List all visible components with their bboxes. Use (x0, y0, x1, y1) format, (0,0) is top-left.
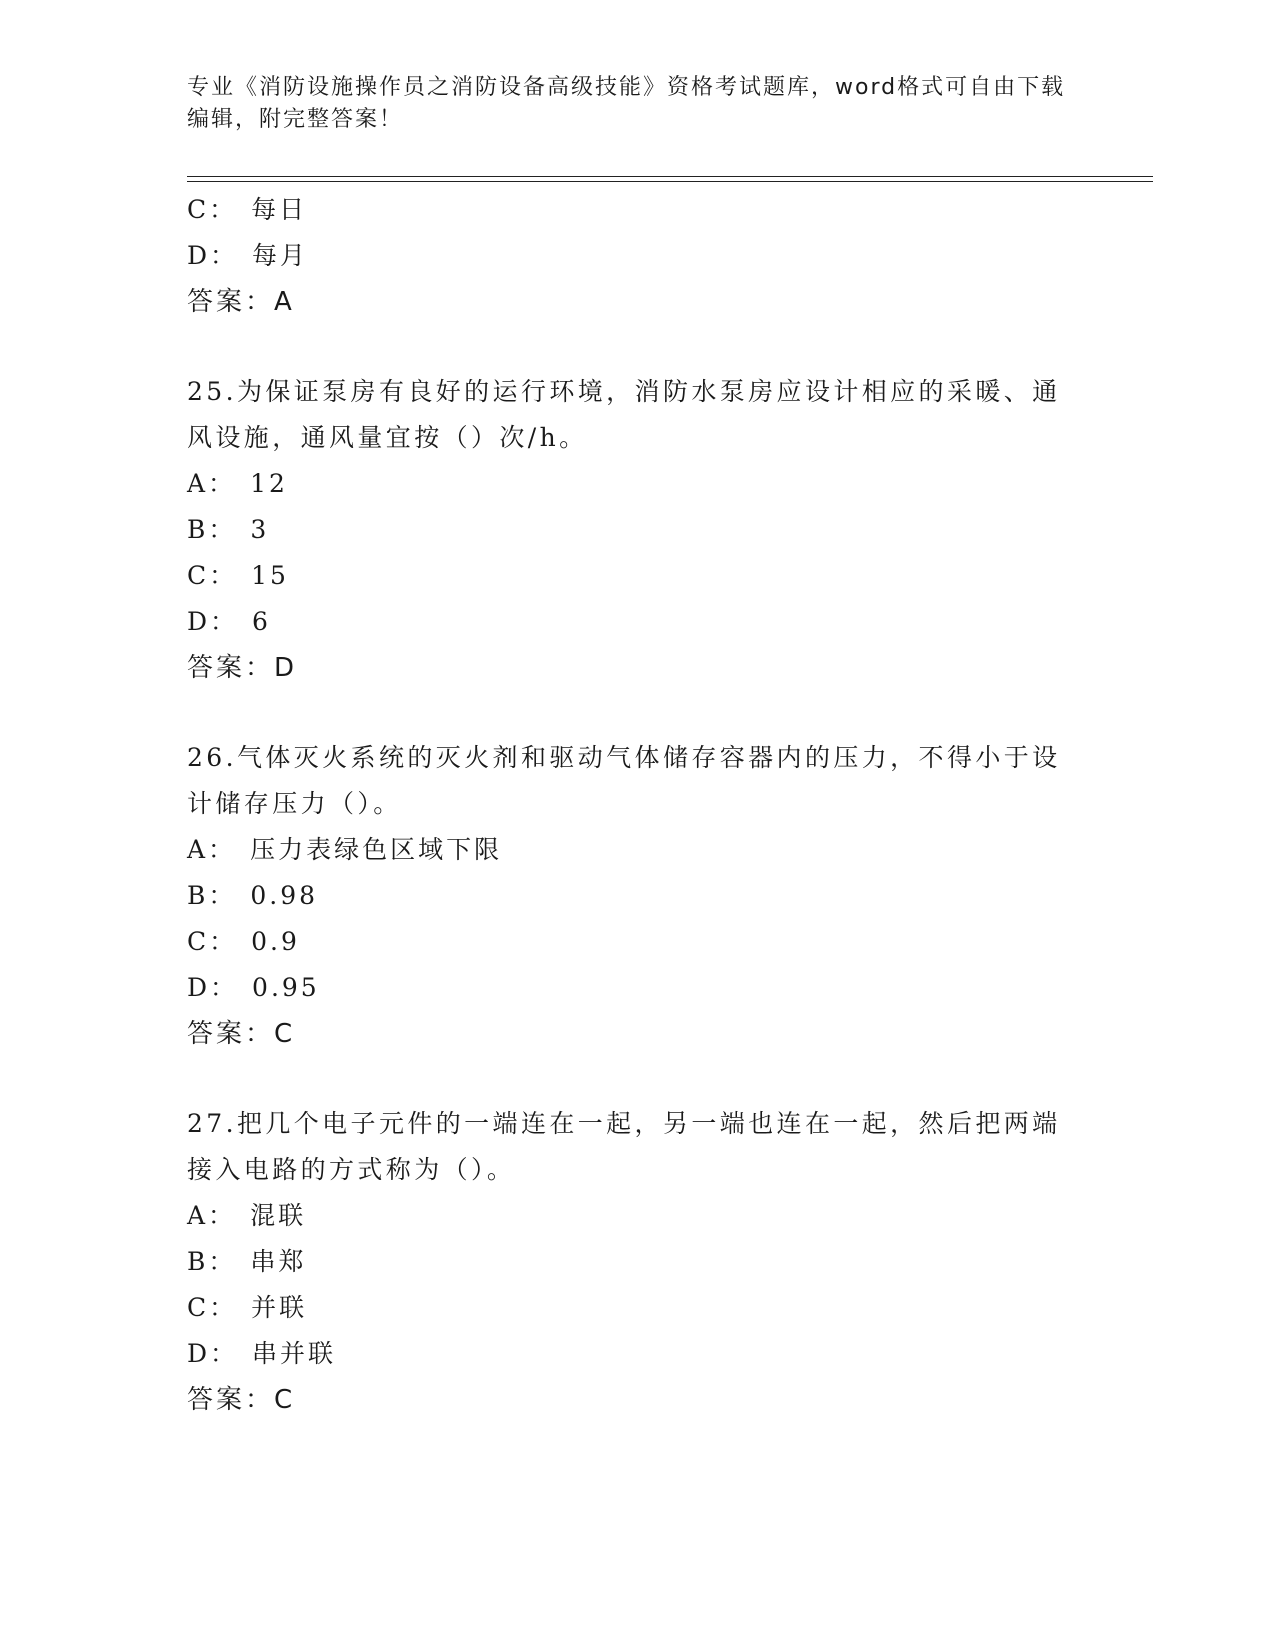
question-content (187, 187, 1087, 1423)
answer-line: 答案：C (187, 1385, 296, 1415)
option-text: 并联 (251, 1293, 308, 1322)
option-text: 3 (250, 515, 270, 544)
option-text: 混联 (250, 1201, 307, 1230)
option-key: A： (187, 469, 237, 498)
option-key: A： (187, 1201, 237, 1230)
option-text: 12 (250, 469, 288, 498)
question-25 (187, 369, 1087, 691)
option-key: C： (187, 195, 238, 224)
option-b (187, 1239, 1087, 1285)
option-d (187, 599, 1087, 645)
option-text: 压力表绿色区域下限 (250, 835, 503, 864)
option-a (187, 827, 1087, 873)
document-header: 专业《消防设施操作员之消防设备高级技能》资格考试题库，word格式可自由下载编辑，附完整答案！ (187, 75, 1066, 132)
option-text: 15 (251, 561, 289, 590)
option-key: B： (187, 515, 237, 544)
option-key: C： (187, 927, 238, 956)
question-stem-line: 风设施，通风量宜按（）次/h。 (187, 423, 588, 452)
option-key: C： (187, 1293, 238, 1322)
option-c (187, 919, 1087, 965)
question-stem-line: 27.把几个电子元件的一端连在一起，另一端也连在一起，然后把两端 (187, 1109, 1061, 1138)
question-stem-line: 26.气体灭火系统的灭火剂和驱动气体储存容器内的压力，不得小于设 (187, 743, 1061, 772)
option-text: 串郑 (250, 1247, 307, 1276)
option-c (187, 553, 1087, 599)
answer-line: 答案：A (187, 287, 295, 317)
question-stem-line: 计储存压力（）。 (187, 789, 402, 818)
option-d (187, 1331, 1087, 1377)
question-26 (187, 735, 1087, 1057)
option-c (187, 1285, 1087, 1331)
option-key: D： (187, 241, 239, 270)
option-text: 0.98 (250, 881, 319, 910)
option-a (187, 461, 1087, 507)
option-text: 0.95 (252, 973, 320, 1002)
option-d (187, 233, 1087, 279)
option-text: 6 (252, 607, 271, 636)
question-27 (187, 1101, 1087, 1423)
option-key: D： (187, 607, 239, 636)
option-d (187, 965, 1087, 1011)
option-key: D： (187, 1339, 239, 1368)
header-divider-bottom (187, 181, 1153, 182)
option-a (187, 1193, 1087, 1239)
option-text: 串并联 (252, 1339, 337, 1368)
option-key: C： (187, 561, 238, 590)
question-stem-line: 25.为保证泵房有良好的运行环境，消防水泵房应设计相应的采暖、通 (187, 377, 1061, 406)
option-b (187, 873, 1087, 919)
question-stem-line: 接入电路的方式称为（）。 (187, 1155, 516, 1184)
option-key: D： (187, 973, 239, 1002)
header-divider-top (187, 176, 1153, 177)
option-text: 0.9 (251, 927, 300, 956)
option-key: B： (187, 1247, 237, 1276)
option-text: 每月 (252, 241, 309, 270)
option-text: 每日 (251, 195, 308, 224)
option-key: A： (187, 835, 237, 864)
continued-question (187, 187, 1087, 325)
answer-line: 答案：D (187, 653, 298, 683)
answer-line: 答案：C (187, 1019, 296, 1049)
option-b (187, 507, 1087, 553)
option-key: B： (187, 881, 237, 910)
option-c (187, 187, 1087, 233)
